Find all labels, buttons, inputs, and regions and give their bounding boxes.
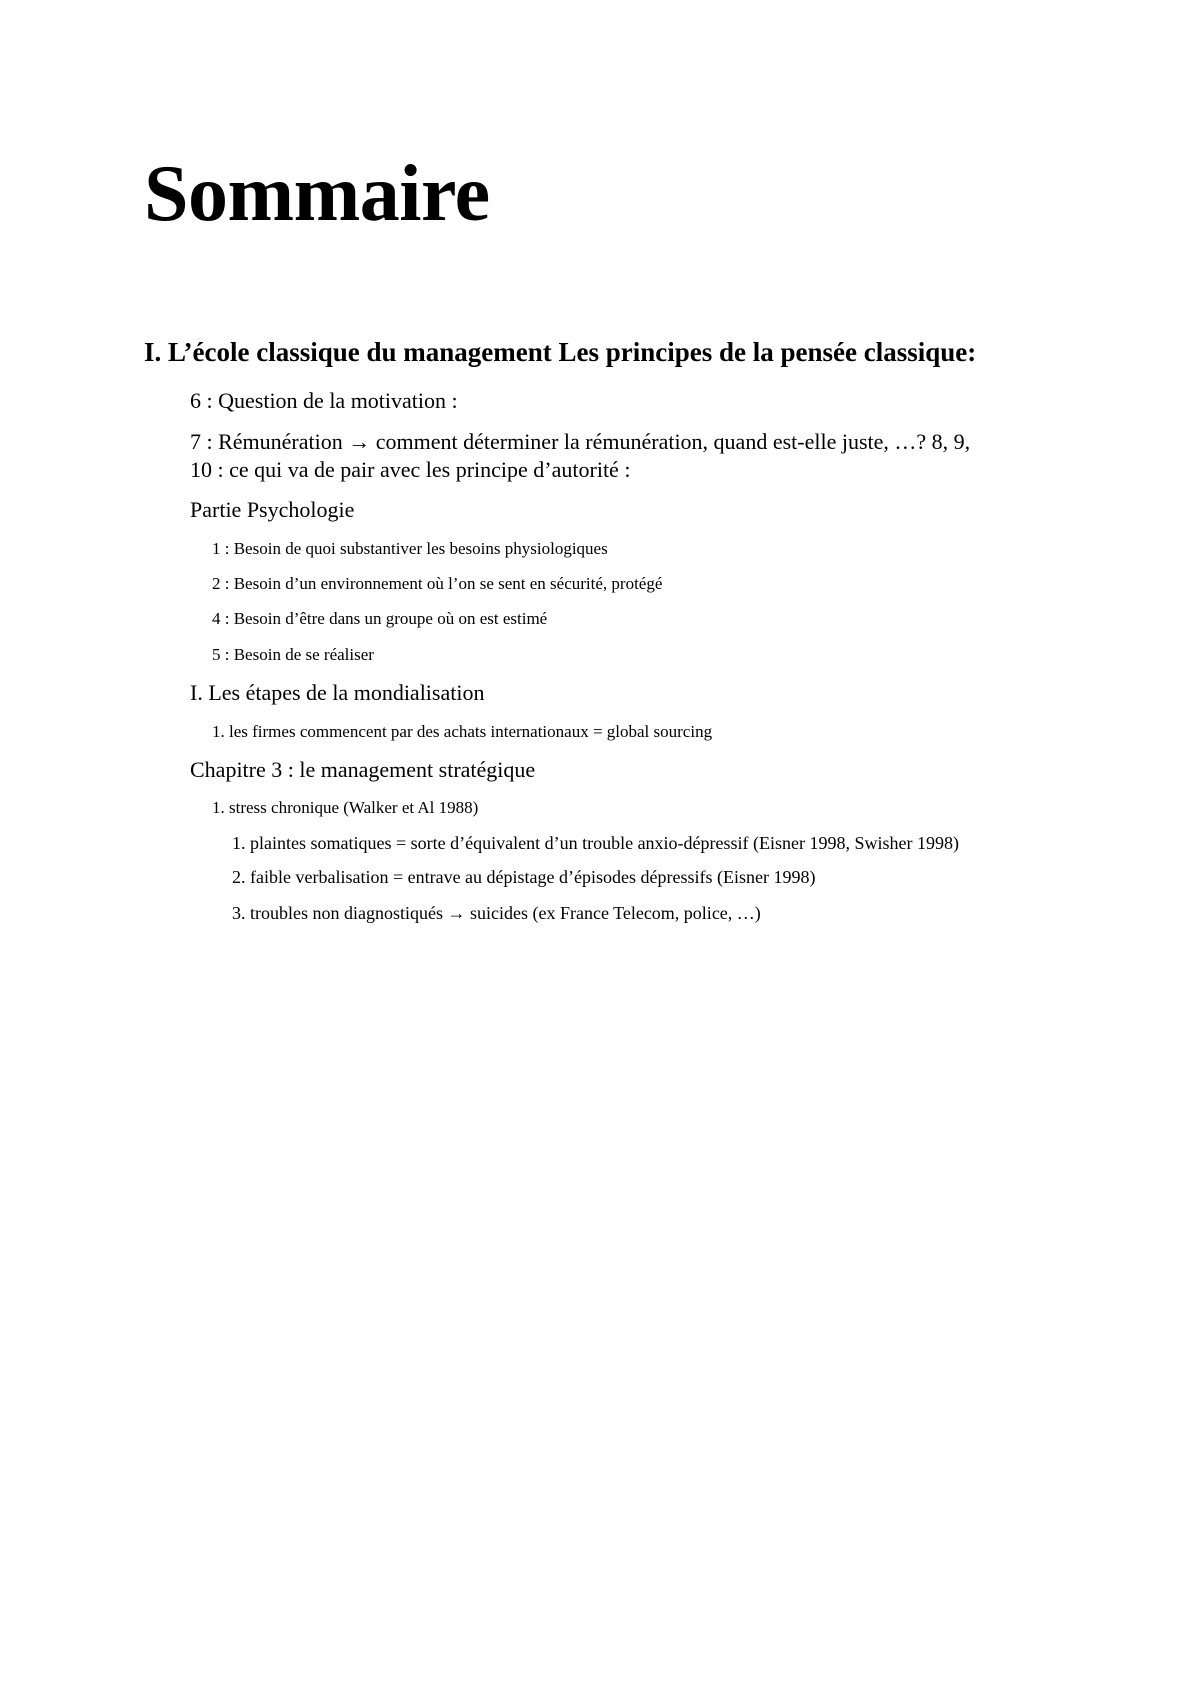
section-heading: I. L’école classique du management Les principes de la pensée classique: <box>144 337 977 367</box>
toc-entry-besoin-1: 1 : Besoin de quoi substantiver les besoins physiologiques <box>212 539 608 558</box>
toc-entry-etapes-mondialisation: I. Les étapes de la mondialisation <box>190 680 485 705</box>
toc-entry-remuneration-line1: 7 : Rémunération → comment déterminer la rémunération, quand est-elle juste, …? 8, 9, <box>190 429 971 454</box>
toc-entry-besoin-2: 2 : Besoin d’un environnement où l’on se sent en sécurité, protégé <box>212 574 663 593</box>
toc-entry-partie-psychologie: Partie Psychologie <box>190 497 355 522</box>
toc-entry-verbalisation: 2. faible verbalisation = entrave au dépistage d’épisodes dépressifs (Eisner 1998) <box>232 867 816 887</box>
toc-entry-motivation: 6 : Question de la motivation : <box>190 388 458 413</box>
toc-entry-remuneration-line2: 10 : ce qui va de pair avec les principe d’autorité : <box>190 457 631 482</box>
toc-entry-firmes: 1. les firmes commencent par des achats internationaux = global sourcing <box>212 722 713 741</box>
toc-entry-stress-chronique: 1. stress chronique (Walker et Al 1988) <box>212 798 479 817</box>
page-title: Sommaire <box>144 150 490 238</box>
toc-entry-besoin-4: 4 : Besoin d’être dans un groupe où on est estimé <box>212 609 548 628</box>
toc-entry-besoin-5: 5 : Besoin de se réaliser <box>212 645 374 664</box>
toc-entry-chapitre-3: Chapitre 3 : le management stratégique <box>190 757 536 782</box>
toc-entry-plaintes: 1. plaintes somatiques = sorte d’équivalent d’un trouble anxio-dépressif (Eisner 1998, Swisher 1998) <box>232 833 959 853</box>
toc-entry-troubles: 3. troubles non diagnostiqués → suicides (ex France Telecom, police, …) <box>232 903 761 923</box>
